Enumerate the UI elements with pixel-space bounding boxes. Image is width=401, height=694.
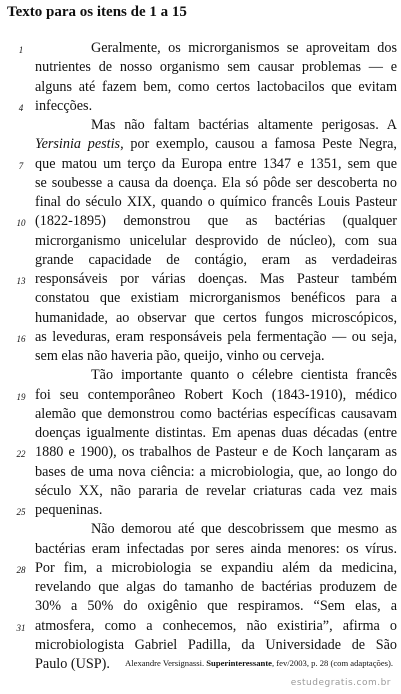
line-text: microrganismo unicelular desprovido de núcleo), com sua	[35, 232, 397, 249]
text-line	[35, 597, 397, 616]
line-text: Não demorou até que descobrissem que mesmo as	[91, 521, 397, 538]
watermark: estudegratis.com.br	[290, 678, 391, 688]
line-text: atmosfera, como a conhecemos, não existiria”, afirma o	[35, 617, 397, 634]
line-number: 4	[18, 102, 24, 113]
line-number: 1	[18, 45, 24, 55]
line-text: foi seu contemporâneo Robert Koch (1843-1910), médico	[35, 386, 397, 403]
species-name: Yersinia pestis	[35, 136, 121, 153]
line-text: bactérias eram infectadas por seres ainda menores: os vírus.	[35, 540, 397, 557]
line-text: sem elas não haveria pão, queijo, vinho ou cerveja.	[35, 348, 325, 364]
text-line	[35, 97, 397, 116]
text-line	[35, 116, 397, 135]
line-number: 19	[16, 391, 26, 402]
text-title: Texto para os itens de 1 a 15	[7, 4, 187, 20]
line-text: século XX, não pararia de revelar criaturas cada vez mais	[35, 482, 397, 499]
text-line	[35, 135, 397, 154]
line-text: responsáveis por várias doenças. Mas Pasteur também	[35, 271, 397, 287]
text-line	[35, 155, 397, 174]
line-text: 30% a 50% do oxigênio que respiramos. “Sem elas, a	[35, 598, 397, 615]
text-line	[35, 347, 397, 366]
line-number: 31	[16, 622, 26, 633]
line-text: bases de uma nova ciência: a microbiologia, que, ao longo do	[35, 463, 397, 480]
line-text: Geralmente, os microrganismos se aproveitam dos	[91, 40, 397, 56]
line-text: doenças igualmente distintas. Em apenas duas décadas (entre	[35, 425, 397, 441]
text-line	[35, 289, 397, 308]
text-line	[35, 193, 397, 212]
text-line	[35, 501, 397, 520]
text-line	[35, 424, 397, 443]
text-line	[35, 482, 397, 501]
text-line	[35, 559, 397, 578]
line-text: alemão que demonstrou como bactérias específicas causavam	[35, 405, 397, 422]
line-number: 22	[16, 449, 26, 460]
text-line	[35, 328, 397, 347]
line-text: Por fim, a microbiologia se expandiu além da medicina,	[35, 559, 397, 576]
text-line	[35, 540, 397, 559]
text-line	[35, 174, 397, 193]
text-line	[35, 443, 397, 462]
text-line	[35, 366, 397, 385]
line-text: Tão importante quanto o célebre cientista francês	[91, 367, 397, 384]
line-number: 25	[16, 507, 26, 517]
line-text: microbiologista Gabriel Padilla, da Universidade de São	[35, 636, 397, 653]
source-magazine: Superinteressante	[206, 658, 272, 668]
text-line	[35, 463, 397, 482]
line-number: 13	[16, 276, 26, 286]
line-number: 28	[16, 564, 26, 575]
line-text: (1822-1895) demonstrou que as bactérias (qualquer	[35, 213, 397, 230]
text-line	[35, 39, 397, 58]
line-number: 7	[18, 160, 24, 171]
text-line	[35, 617, 397, 636]
source-details: , fev/2003, p. 28 (com adaptações).	[272, 658, 393, 668]
text-line	[35, 232, 397, 251]
line-text: grande capacidade de contágio, eram as verdadeiras	[35, 251, 397, 268]
line-text: humanidade, ao observar que certos fungos microscópicos,	[35, 309, 397, 326]
line-text: que matou um terço da Europa entre 1347 e 1351, sem que	[35, 155, 397, 172]
line-text: nutrientes de nosso organismo sem causar problemas — e	[35, 59, 397, 76]
text-line	[35, 58, 397, 77]
text-line	[35, 212, 397, 231]
line-text: Paulo (USP).	[35, 656, 110, 672]
line-text: infecções.	[35, 97, 93, 114]
line-text: as leveduras, eram responsáveis pela fermentação — ou seja,	[35, 328, 397, 345]
line-text: se soubesse a causa da doença. Ela só pôde ser descoberta no	[35, 174, 397, 191]
line-text: pequeninas.	[35, 502, 103, 518]
text-line	[35, 578, 397, 597]
text-line	[35, 309, 397, 328]
line-text: , por exemplo, causou a famosa Peste Negra,	[120, 136, 397, 153]
line-number: 10	[16, 218, 26, 229]
line-text: Mas não faltam bactérias altamente perigosas. A	[91, 117, 397, 133]
line-text: 1880 e 1900), os trabalhos de Pasteur e de Koch lançaram as	[35, 444, 397, 461]
line-text: revelando que algas do tamanho de bactérias produzem de	[35, 579, 397, 595]
line-text: constatou que existiam microrganismos benéficos para a	[35, 290, 397, 307]
source-author: Alexandre Versignassi.	[125, 658, 207, 668]
text-line	[35, 636, 397, 655]
text-line	[35, 520, 397, 539]
text-line	[35, 405, 397, 424]
text-line	[35, 270, 397, 289]
source-citation	[125, 658, 393, 668]
line-text: final do século XIX, quando o químico francês Louis Pasteur	[35, 194, 397, 210]
text-line	[35, 251, 397, 270]
text-line	[35, 386, 397, 405]
line-number: 16	[16, 333, 26, 344]
text-line	[35, 78, 397, 97]
line-text: alguns até fazem bem, como certos lactobacilos que evitam	[35, 78, 397, 95]
